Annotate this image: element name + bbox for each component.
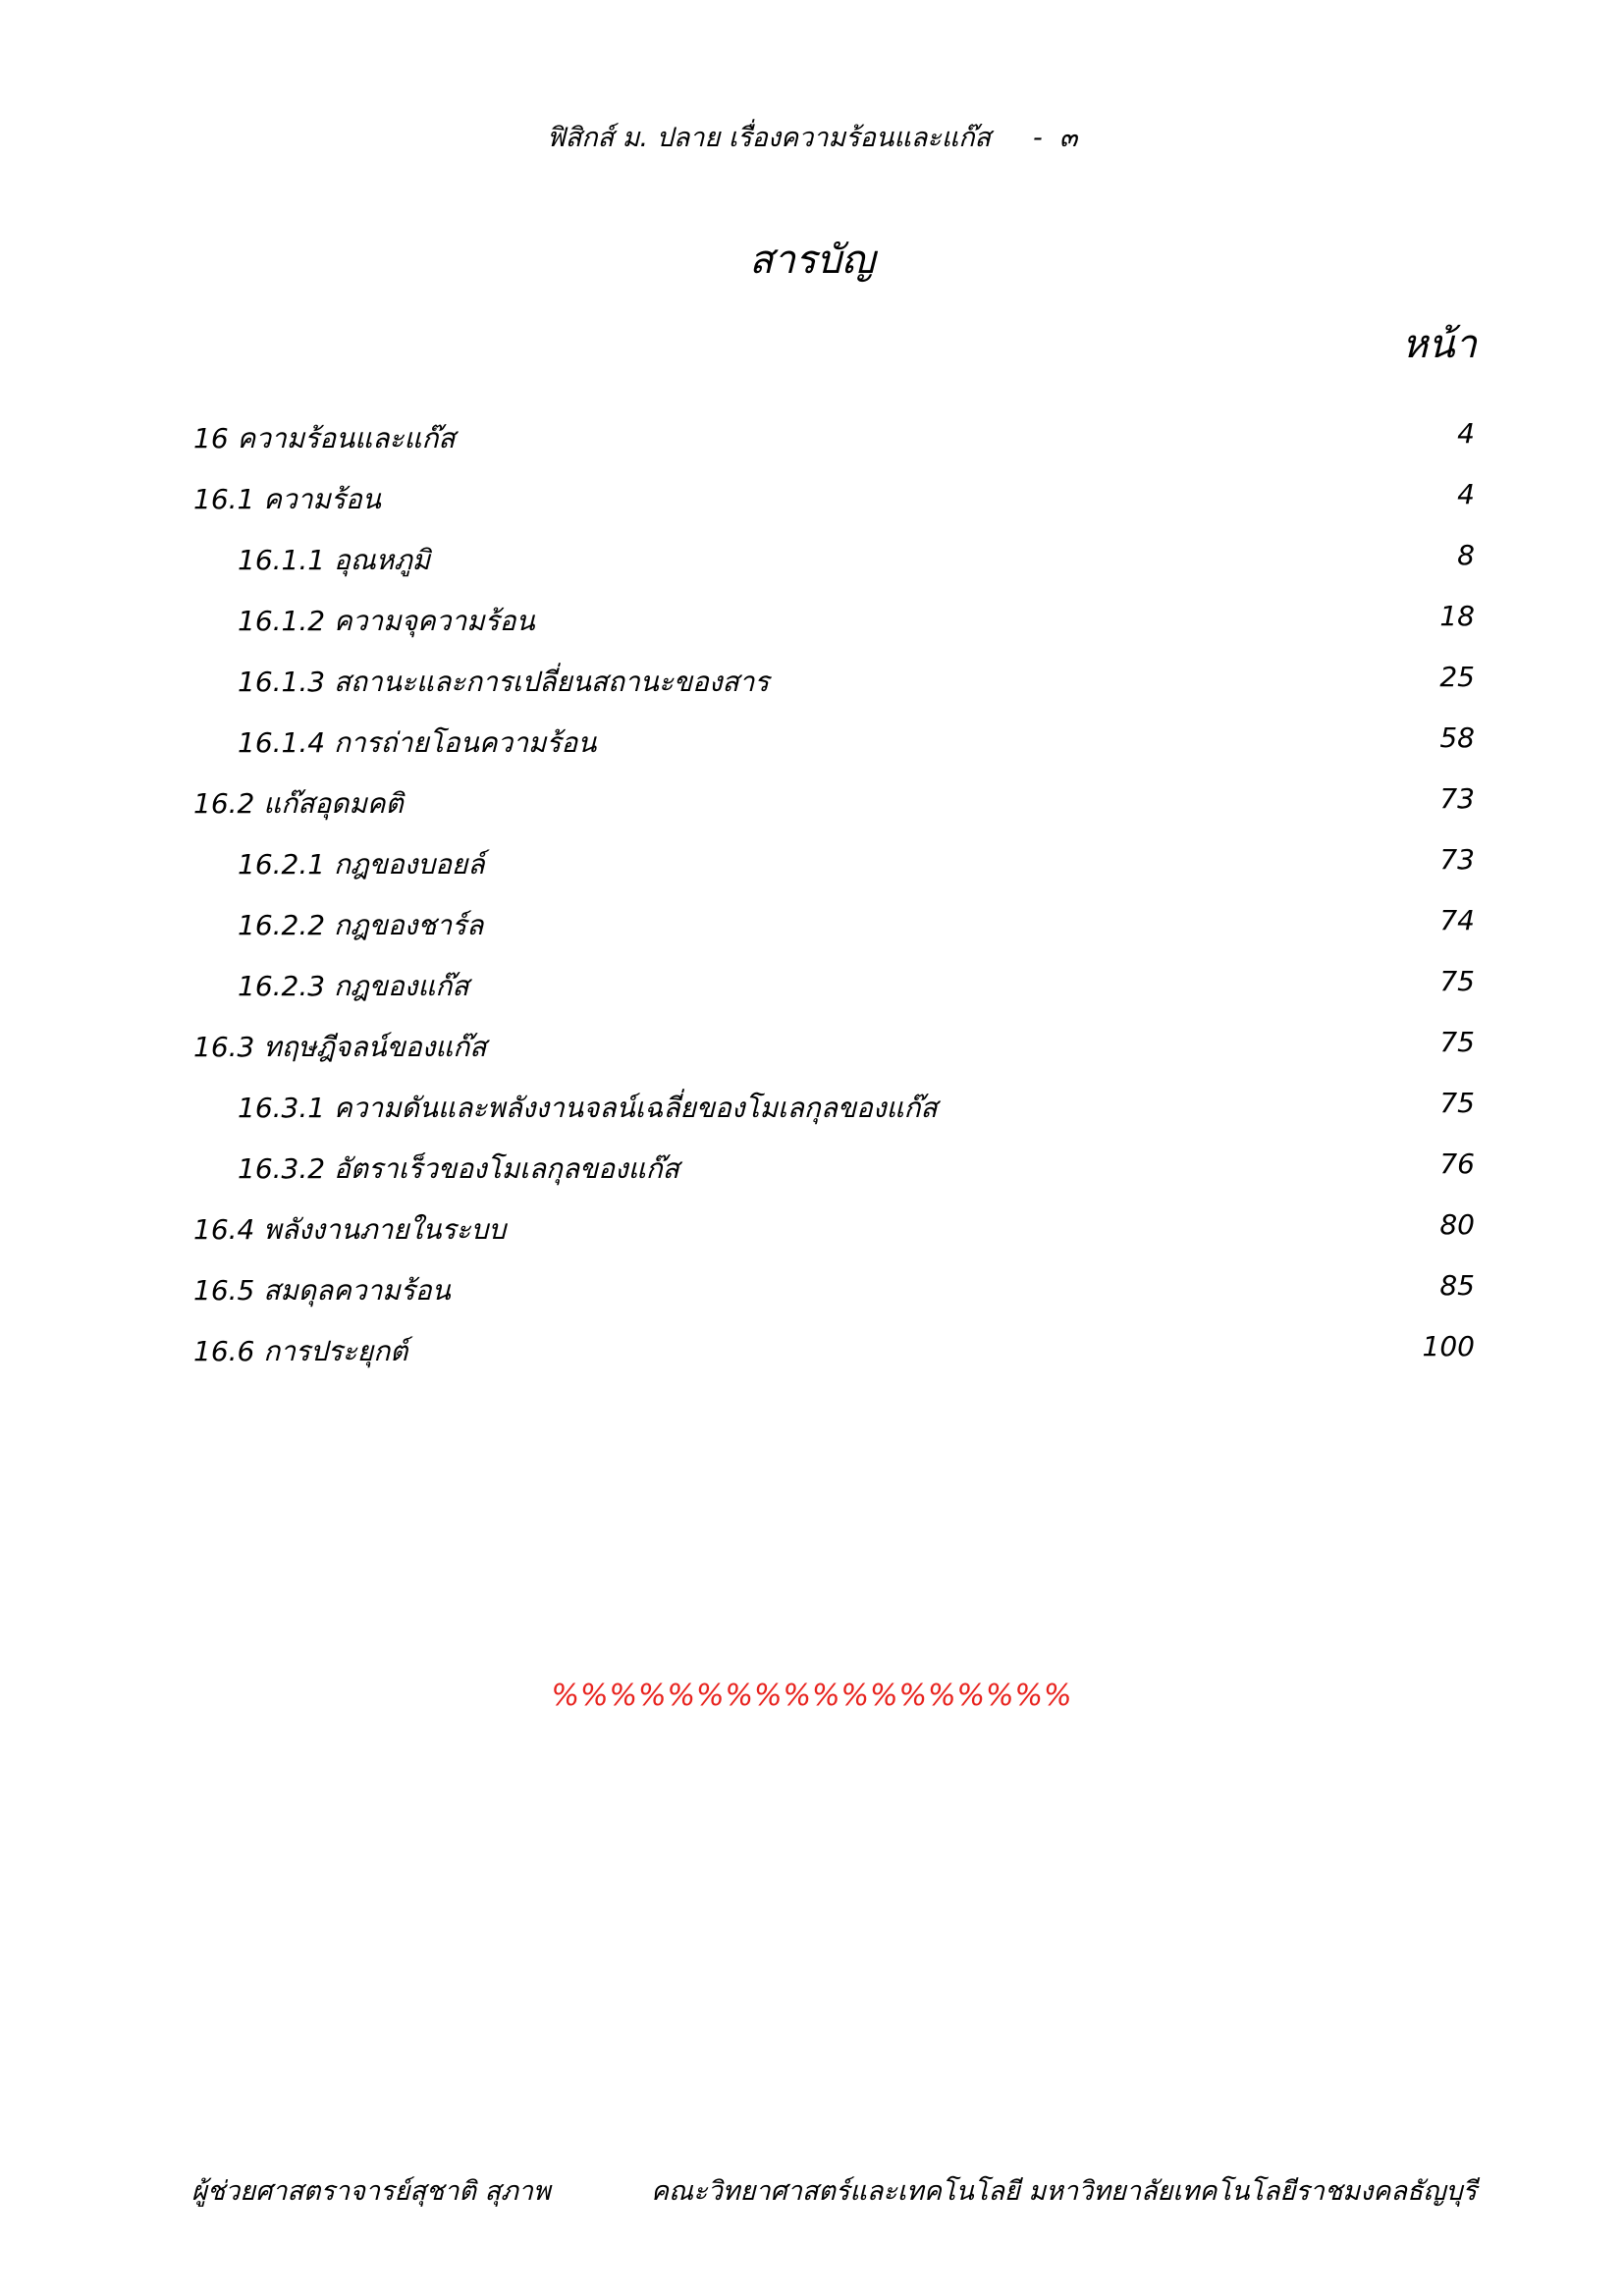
toc-entry-page: 85 bbox=[1439, 1269, 1475, 1302]
toc-entry bbox=[193, 965, 1475, 1026]
toc-entry-page: 100 bbox=[1422, 1330, 1475, 1362]
toc-entry-label: 16.5 สมดุลความร้อน bbox=[193, 1274, 451, 1307]
toc-entry-label: 16.1.3 สถานะและการเปลี่ยนสถานะของสาร bbox=[238, 666, 770, 698]
toc-entry bbox=[193, 843, 1475, 904]
toc-entry-page: 4 bbox=[1457, 417, 1475, 450]
toc-entry-label: 16.4 พลังงานภายในระบบ bbox=[193, 1213, 507, 1246]
toc-entry bbox=[193, 1330, 1475, 1391]
toc-entry-page: 73 bbox=[1439, 843, 1475, 876]
toc-entry bbox=[193, 539, 1475, 600]
toc-entry bbox=[193, 478, 1475, 539]
page-header: ฟิสิกส์ ม. ปลาย เรื่องความร้อนและแก๊ส - ๓ bbox=[546, 123, 1078, 153]
toc-entry-label: 16.2 แก๊สอุดมคติ bbox=[193, 787, 404, 820]
toc-entry bbox=[193, 661, 1475, 721]
table-of-contents bbox=[193, 417, 1475, 1391]
toc-entry bbox=[193, 1148, 1475, 1208]
toc-entry bbox=[193, 417, 1475, 478]
toc-entry-page: 75 bbox=[1439, 1026, 1475, 1058]
toc-entry-page: 58 bbox=[1439, 721, 1475, 754]
toc-entry-page: 75 bbox=[1439, 965, 1475, 997]
toc-entry-label: 16.3 ทฤษฎีจลน์ของแก๊ส bbox=[193, 1031, 487, 1063]
toc-entry-label: 16.2.1 กฎของบอยล์ bbox=[238, 848, 485, 881]
toc-entry-page: 80 bbox=[1439, 1208, 1475, 1241]
toc-entry-page: 74 bbox=[1439, 904, 1475, 936]
toc-entry-page: 4 bbox=[1457, 478, 1475, 510]
toc-entry-label: 16.3.2 อัตราเร็วของโมเลกุลของแก๊ส bbox=[238, 1152, 679, 1185]
toc-entry-label: 16.2.3 กฎของแก๊ส bbox=[238, 970, 469, 1002]
toc-entry-label: 16.1 ความร้อน bbox=[193, 483, 381, 515]
toc-entry-page: 25 bbox=[1439, 661, 1475, 693]
toc-entry-label: 16.1.1 อุณหภูมิ bbox=[238, 544, 431, 576]
section-divider: %%%%%%%%%%%%%%%%%% bbox=[551, 1679, 1073, 1713]
toc-entry bbox=[193, 904, 1475, 965]
page-column-heading: หน้า bbox=[1401, 322, 1477, 367]
toc-entry-label: 16.3.1 ความดันและพลังงานจลน์เฉลี่ยของโมเลกุลของแก๊ส bbox=[238, 1092, 938, 1124]
toc-entry bbox=[193, 1087, 1475, 1148]
footer-author: ผู้ช่วยศาสตราจารย์สุชาติ สุภาพ bbox=[191, 2176, 551, 2207]
page-title: สารบัญ bbox=[749, 238, 875, 283]
toc-entry bbox=[193, 1208, 1475, 1269]
toc-entry-page: 75 bbox=[1439, 1087, 1475, 1119]
toc-entry-label: 16.6 การประยุกต์ bbox=[193, 1335, 408, 1367]
toc-entry-label: 16 ความร้อนและแก๊ส bbox=[193, 422, 456, 454]
toc-entry-page: 18 bbox=[1439, 600, 1475, 632]
toc-entry bbox=[193, 782, 1475, 843]
toc-entry-label: 16.1.2 ความจุความร้อน bbox=[238, 605, 535, 637]
toc-entry-page: 73 bbox=[1439, 782, 1475, 815]
toc-entry bbox=[193, 1026, 1475, 1087]
toc-entry-page: 76 bbox=[1439, 1148, 1475, 1180]
toc-entry-page: 8 bbox=[1457, 539, 1475, 571]
toc-entry bbox=[193, 721, 1475, 782]
toc-entry bbox=[193, 600, 1475, 661]
footer-institution: คณะวิทยาศาสตร์และเทคโนโลยี มหาวิทยาลัยเทคโนโลยีราชมงคลธัญบุรี bbox=[651, 2176, 1477, 2207]
toc-entry-label: 16.1.4 การถ่ายโอนความร้อน bbox=[238, 726, 597, 759]
toc-entry-label: 16.2.2 กฎของชาร์ล bbox=[238, 909, 484, 941]
toc-entry bbox=[193, 1269, 1475, 1330]
